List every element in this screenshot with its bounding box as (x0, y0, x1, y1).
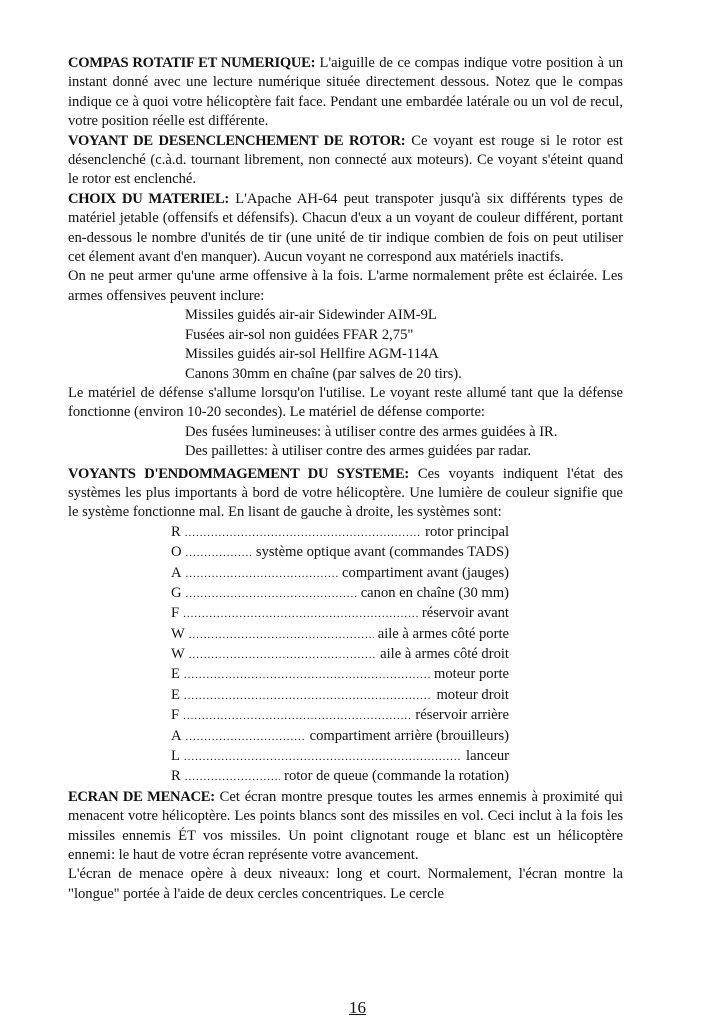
damage-lights-section (68, 465, 623, 523)
dot-leader (189, 626, 374, 645)
weapon-choice-text: L'Apache AH-64 peut transpoter jusqu'à six différents types de matériel jetable (offensifs et défensifs). Chacun d'eux a un voyant de couleur différent, portant en-dessous le nombre d'unités de tir (une unité de tir indique combien de fois on peut utiliser cet élement avant d'en manquer). Aucun voyant ne correspond aux matériels inactifs. (68, 190, 623, 266)
dot-leader (184, 687, 433, 706)
system-description: moteur porte (434, 666, 509, 683)
defense-list (185, 423, 623, 462)
system-description: compartiment arrière (brouilleurs) (309, 727, 509, 744)
compass-text: L'aiguille de ce compas indique votre position à un instant donné avec une lecture numérique située directement dessous. Notez que le compas indique ce à quoi votre hélicoptère fait face. Pendant une embardée latérale ou un vol de recul, votre position réelle est différente. (68, 55, 623, 130)
offensive-weapons-list (185, 306, 623, 384)
system-letter: R (171, 523, 181, 540)
rotor-light-text: Ce voyant est rouge si le rotor est désenclenché (c.à.d. tournant librement, non connecté aux moteurs). Ce voyant s'éteint quand le rotor est enclenché. (68, 132, 623, 188)
dot-leader (185, 524, 421, 543)
system-letter: E (171, 686, 180, 703)
system-row (171, 747, 509, 767)
system-letter: O (171, 544, 182, 561)
threat-screen-heading: ECRAN DE MENACE: (68, 788, 215, 805)
system-row (171, 625, 509, 645)
system-description: rotor de queue (commande la rotation) (284, 768, 509, 785)
system-description: système optique avant (commandes TADS) (255, 544, 509, 561)
system-letter: E (171, 666, 180, 683)
rotor-light-section (68, 132, 623, 190)
dot-leader (186, 728, 306, 747)
manual-page (68, 54, 623, 904)
compass-heading: COMPAS ROTATIF ET NUMERIQUE: (68, 55, 316, 71)
damage-lights-heading: VOYANTS D'ENDOMMAGEMENT DU SYSTEME: (68, 465, 409, 482)
dot-leader (184, 666, 430, 685)
system-description: compartiment avant (jauges) (342, 564, 509, 581)
page-number: 16 (349, 998, 366, 1017)
system-description: rotor principal (425, 523, 509, 540)
system-letter: W (171, 646, 185, 663)
system-letter: F (171, 707, 180, 724)
system-description: réservoir arrière (415, 707, 509, 724)
compass-section (68, 54, 623, 132)
system-letter: L (171, 748, 180, 765)
system-description: lanceur (466, 748, 509, 765)
offensive-weapon-item: Canons 30mm en chaîne (par salves de 20 tirs). (185, 365, 462, 382)
dot-leader (186, 544, 252, 563)
system-letter: A (171, 564, 182, 581)
threat-screen-text-2: L'écran de menace opère à deux niveaux: long et court. Normalement, l'écran montre la "longue" portée à l'aide de deux cercles concentriques. Le cercle (68, 866, 623, 902)
system-row (171, 604, 509, 624)
dot-leader (189, 646, 376, 665)
system-letter: A (171, 727, 182, 744)
system-description: moteur droit (436, 686, 509, 703)
offensive-weapon-item: Fusées air-sol non guidées FFAR 2,75" (185, 326, 414, 343)
damage-systems-list (171, 523, 509, 788)
dot-leader (186, 565, 339, 584)
system-row (171, 645, 509, 665)
rotor-light-heading: VOYANT DE DESENCLENCHEMENT DE ROTOR: (68, 132, 406, 149)
system-row (171, 564, 509, 584)
system-letter: F (171, 605, 180, 622)
system-letter: G (171, 584, 182, 601)
defense-intro: Le matériel de défense s'allume lorsqu'on l'utilise. Le voyant reste allumé tant que la défense fonctionne (environ 10-20 secondes). Le matériel de défense comporte: (68, 384, 623, 421)
dot-leader (183, 707, 411, 726)
system-row (171, 706, 509, 726)
system-row (171, 727, 509, 747)
system-description: canon en chaîne (30 mm) (360, 584, 509, 601)
weapon-choice-heading: CHOIX DU MATERIEL: (68, 190, 229, 207)
system-row (171, 686, 509, 706)
system-description: aile à armes côté droit (380, 646, 509, 663)
dot-leader (183, 605, 418, 624)
offensive-intro: On ne peut armer qu'une arme offensive à la fois. L'arme normalement prête est éclairée. Les armes offensives peuvent inclure: (68, 268, 623, 304)
system-letter: R (171, 768, 181, 785)
system-description: réservoir avant (421, 605, 509, 622)
defense-item: Des fusées lumineuses: à utiliser contre des armes guidées à IR. (185, 423, 558, 440)
dot-leader (184, 748, 462, 767)
threat-screen-text: Cet écran montre presque toutes les armes ennemis à proximité qui menacent votre hélicoptère. Les points blancs sont des missiles en vol. Ceci inclut à la fois les missiles ennemis ÉT vos missiles. Un point clignotant rouge et blanc est un hélicoptère ennemi: le haut de votre écran représente votre avancement. (68, 788, 623, 864)
system-row (171, 767, 509, 787)
system-row (171, 665, 509, 685)
system-row (171, 523, 509, 543)
defense-item: Des paillettes: à utiliser contre des armes guidées par radar. (185, 443, 532, 460)
offensive-weapon-item: Missiles guidés air-sol Hellfire AGM-114A (185, 346, 439, 363)
dot-leader (185, 768, 280, 787)
system-letter: W (171, 625, 185, 642)
weapon-choice-section (68, 190, 623, 268)
threat-screen-section (68, 788, 623, 866)
damage-lights-text: Ces voyants indiquent l'état des systèmes les plus importants à bord de votre hélicoptère. Une lumière de couleur signifie que le système fonctionne mal. En lisant de gauche à droite, les systèmes sont: (68, 465, 624, 521)
system-description: aile à armes côté porte (377, 625, 509, 642)
dot-leader (186, 585, 357, 604)
system-row (171, 584, 509, 604)
offensive-weapon-item: Missiles guidés air-air Sidewinder AIM-9L (185, 307, 437, 324)
system-row (171, 543, 509, 563)
